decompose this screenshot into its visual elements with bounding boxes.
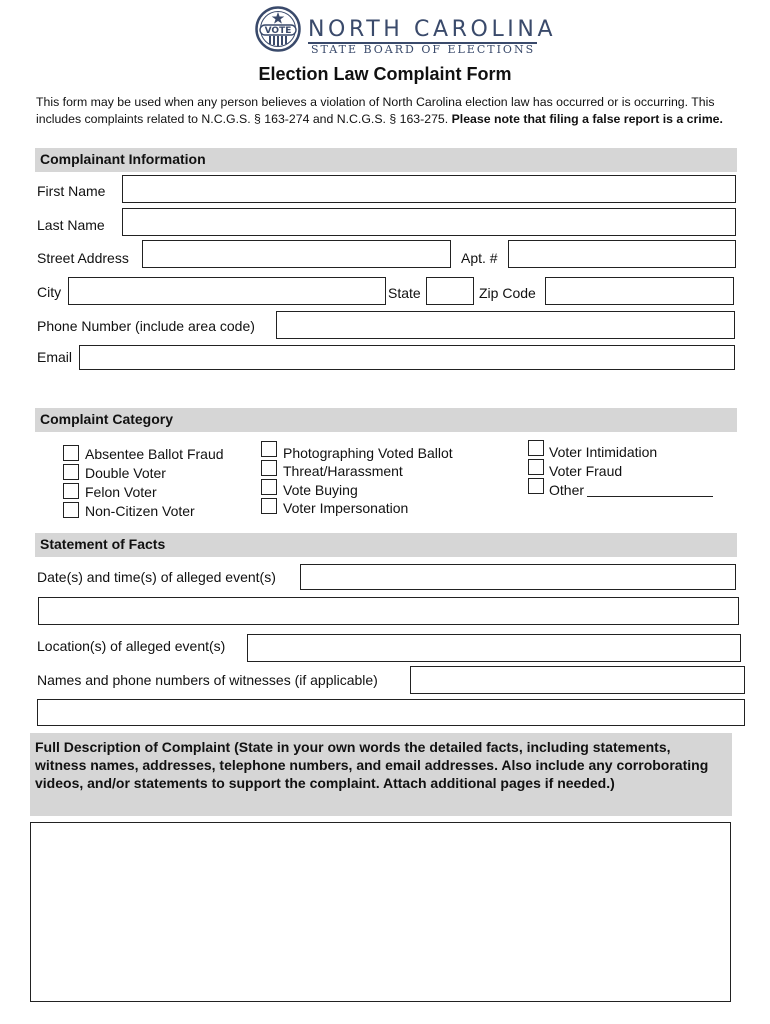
threat-harassment-label: Threat/Harassment: [283, 463, 403, 479]
double-voter-label: Double Voter: [85, 465, 166, 481]
other-checkbox[interactable]: [528, 478, 544, 494]
city-field[interactable]: [68, 277, 386, 305]
last-name-field[interactable]: [122, 208, 736, 236]
date-time-extra-field[interactable]: [38, 597, 739, 625]
email-label: Email: [37, 349, 73, 365]
zip-code-label: Zip Code: [479, 285, 536, 301]
facts-section-title: Statement of Facts: [40, 536, 166, 552]
state-label: State: [388, 285, 421, 301]
non-citizen-voter-label: Non-Citizen Voter: [85, 503, 195, 519]
phone-field[interactable]: [276, 311, 735, 339]
witnesses-field[interactable]: [410, 666, 745, 694]
description-section-header: [30, 733, 732, 816]
vote-buying-checkbox[interactable]: [261, 479, 277, 495]
location-field[interactable]: [247, 634, 741, 662]
city-label: City: [37, 284, 62, 300]
witnesses-extra-field[interactable]: [37, 699, 745, 726]
form-title: Election Law Complaint Form: [258, 64, 512, 84]
other-specify-field[interactable]: [587, 480, 713, 497]
voter-fraud-label: Voter Fraud: [549, 463, 623, 479]
vote-seal-icon: [255, 6, 301, 52]
logo-subtitle: STATE BOARD OF ELECTIONS: [311, 43, 536, 56]
description-textarea[interactable]: [30, 822, 731, 1002]
date-time-label: Date(s) and time(s) of alleged event(s): [37, 569, 276, 585]
location-label: Location(s) of alleged event(s): [37, 638, 226, 654]
photographing-voted-ballot-checkbox[interactable]: [261, 441, 277, 457]
logo-title: NORTH CAROLINA: [308, 17, 557, 42]
voter-impersonation-checkbox[interactable]: [261, 498, 277, 514]
double-voter-checkbox[interactable]: [63, 464, 79, 480]
voter-fraud-checkbox[interactable]: [528, 459, 544, 475]
category-section-header: [35, 408, 737, 432]
threat-harassment-checkbox[interactable]: [261, 460, 277, 476]
facts-section-header: [35, 533, 737, 557]
first-name-label: First Name: [37, 183, 106, 199]
date-time-field[interactable]: [300, 564, 736, 590]
first-name-field[interactable]: [122, 175, 736, 203]
apt-field[interactable]: [508, 240, 736, 268]
street-address-field[interactable]: [142, 240, 451, 268]
felon-voter-checkbox[interactable]: [63, 483, 79, 499]
intro-paragraph: [36, 94, 726, 128]
phone-label: Phone Number (include area code): [37, 318, 255, 334]
absentee-ballot-fraud-label: Absentee Ballot Fraud: [85, 446, 224, 462]
state-field[interactable]: [426, 277, 474, 305]
photographing-voted-ballot-label: Photographing Voted Ballot: [283, 445, 453, 461]
category-section-title: Complaint Category: [40, 411, 174, 427]
last-name-label: Last Name: [37, 217, 105, 233]
non-citizen-voter-checkbox[interactable]: [63, 502, 79, 518]
absentee-ballot-fraud-checkbox[interactable]: [63, 445, 79, 461]
other-label: Other: [549, 482, 585, 498]
street-address-label: Street Address: [37, 250, 129, 266]
description-title: Full Description of Complaint (State in your own words the detailed facts, including statements, witness names, addresses, telephone numbers, and email addresses. Also include any corroborating videos, and/or statements to support the complaint. Attach additional pages if needed.): [35, 739, 709, 791]
intro-text: This form may be used when any person believes a violation of North Carolina election law has occurred or is occurring. This includes complaints related to N.C.G.S. § 163-274 and N.C.G.S. § 163-275.: [36, 95, 715, 126]
apt-label: Apt. #: [461, 250, 498, 266]
intro-warning: Please note that filing a false report is a crime.: [451, 112, 723, 126]
complainant-section-header: [35, 148, 737, 172]
voter-impersonation-label: Voter Impersonation: [283, 500, 409, 516]
felon-voter-label: Felon Voter: [85, 484, 157, 500]
complainant-section-title: Complainant Information: [40, 151, 206, 167]
witnesses-label: Names and phone numbers of witnesses (if applicable): [37, 672, 378, 688]
vote-buying-label: Vote Buying: [283, 482, 358, 498]
zip-code-field[interactable]: [545, 277, 734, 305]
nc-board-logo: [255, 6, 557, 58]
logo-badge-text: VOTE: [264, 26, 292, 37]
email-field[interactable]: [79, 345, 735, 370]
voter-intimidation-checkbox[interactable]: [528, 440, 544, 456]
voter-intimidation-label: Voter Intimidation: [549, 444, 658, 460]
